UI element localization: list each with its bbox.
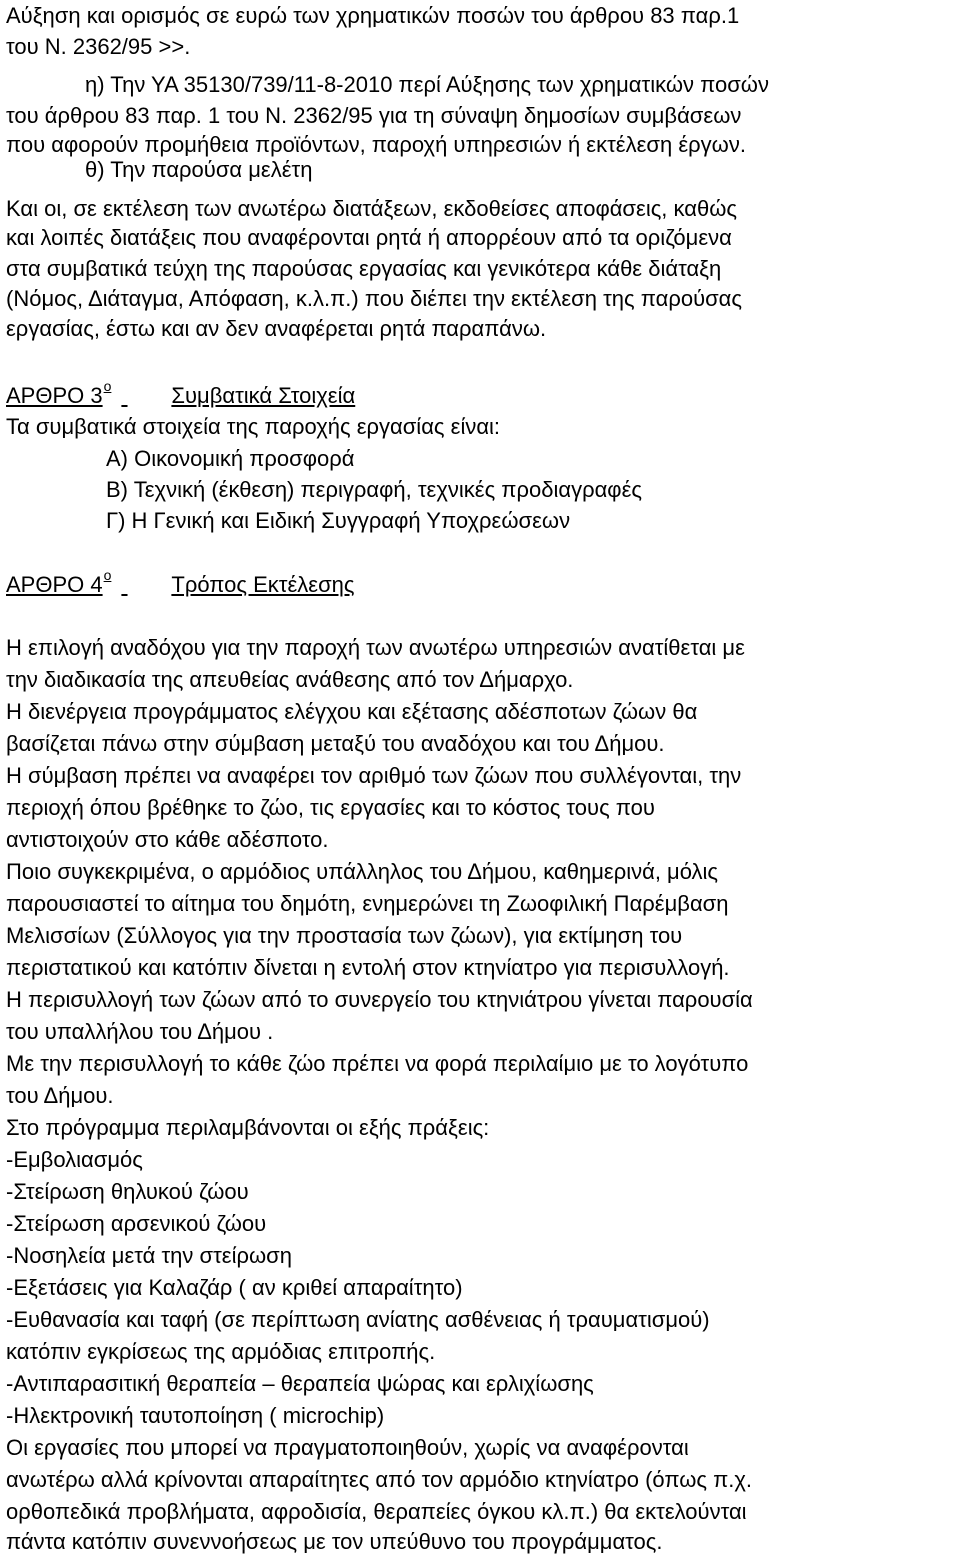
list-item: -Ευθανασία και ταφή (σε περίπτωση ανίατης ασθένειας ή τραυματισμού) (6, 1307, 710, 1332)
article3-ordinal: ο (103, 378, 112, 394)
article4-line: παρουσιαστεί το αίτημα του δημότη, ενημερώνει τη Ζωοφιλική Παρέμβαση (6, 891, 729, 916)
article3-heading (6, 380, 355, 415)
intro-line: στα συμβατικά τεύχη της παρούσας εργασίας και γενικότερα κάθε διάταξη (6, 256, 722, 281)
article4-line: βασίζεται πάνω στην σύμβαση μεταξύ του αναδόχου και του Δήμου. (6, 731, 665, 756)
article4-line: Οι εργασίες που μπορεί να πραγματοποιηθούν, χωρίς να αναφέρονται (6, 1435, 689, 1460)
list-item: -Εξετάσεις για Καλαζάρ ( αν κριθεί απαραίτητο) (6, 1275, 463, 1300)
article4-label: ΑΡΘΡΟ 4 (6, 572, 103, 597)
article4-line: του υπαλλήλου του Δήμου . (6, 1019, 274, 1044)
intro-line: Και οι, σε εκτέλεση των ανωτέρω διατάξεων, εκδοθείσες αποφάσεις, καθώς (6, 196, 737, 221)
article4-line: την διαδικασία της απευθείας ανάθεσης από τον Δήμαρχο. (6, 667, 574, 692)
list-item: -Αντιπαρασιτική θεραπεία – θεραπεία ψώρας και ερλιχίωσης (6, 1371, 594, 1396)
article3-title: Συμβατικά Στοιχεία (171, 383, 356, 408)
article3-label: ΑΡΘΡΟ 3 (6, 383, 103, 408)
article4-line: του Δήμου. (6, 1083, 114, 1108)
article3-item: Γ) Η Γενική και Ειδική Συγγραφή Υποχρεώσεων (106, 508, 571, 533)
article4-line: πάντα κατόπιν συνεννοήσεως με τον υπεύθυνο του προγράμματος. (6, 1529, 663, 1554)
article4-line: Στο πρόγραμμα περιλαμβάνονται οι εξής πράξεις: (6, 1115, 490, 1140)
intro-line: θ) Την παρούσα μελέτη (85, 157, 313, 182)
list-item-continuation: κατόπιν εγκρίσεως της αρμόδιας επιτροπής. (6, 1339, 436, 1364)
article4-line: Ποιο συγκεκριμένα, ο αρμόδιος υπάλληλος του Δήμου, καθημερινά, μόλις (6, 859, 719, 884)
article4-line: Η περισυλλογή των ζώων από το συνεργείο του κτηνιάτρου γίνεται παρουσία (6, 987, 753, 1012)
intro-line: που αφορούν προμήθεια προϊόντων, παροχή υπηρεσιών ή εκτέλεση έργων. (6, 132, 746, 157)
list-item: -Στείρωση αρσενικού ζώου (6, 1211, 267, 1236)
article4-line: ανωτέρω αλλά κρίνονται απαραίτητες από τον αρμόδιο κτηνίατρο (όπως π.χ. (6, 1467, 753, 1492)
article3-item: Α) Οικονομική προσφορά (106, 446, 355, 471)
article3-item: Β) Τεχνική (έκθεση) περιγραφή, τεχνικές προδιαγραφές (106, 477, 642, 502)
article4-title: Τρόπος Εκτέλεσης (171, 572, 355, 597)
intro-line: η) Την ΥΑ 35130/739/11-8-2010 περί Αύξησης των χρηματικών ποσών (85, 72, 769, 97)
list-item: -Ηλεκτρονική ταυτοποίηση ( microchip) (6, 1403, 385, 1428)
article4-line: ορθοπεδικά προβλήματα, αφροδισία, θεραπείες όγκου κλ.π.) θα εκτελούνται (6, 1499, 747, 1524)
article4-ordinal: ο (103, 567, 112, 583)
list-item: -Εμβολιασμός (6, 1147, 143, 1172)
list-item: -Στείρωση θηλυκού ζώου (6, 1179, 249, 1204)
article4-line: Η διενέργεια προγράμματος ελέγχου και εξέτασης αδέσποτων ζώων θα (6, 699, 698, 724)
article4-line: Η επιλογή αναδόχου για την παροχή των ανωτέρω υπηρεσιών ανατίθεται με (6, 635, 745, 660)
article4-heading (6, 569, 354, 604)
intro-line: του άρθρου 83 παρ. 1 του Ν. 2362/95 για τη σύναψη δημοσίων συμβάσεων (6, 103, 742, 128)
intro-line: εργασίας, έστω και αν δεν αναφέρεται ρητά παραπάνω. (6, 316, 547, 341)
article4-line: αντιστοιχούν στο κάθε αδέσποτο. (6, 827, 329, 852)
intro-line: Αύξηση και ορισμός σε ευρώ των χρηματικών ποσών του άρθρου 83 παρ.1 (6, 3, 740, 28)
article4-line: περιοχή όπου βρέθηκε το ζώο, τις εργασίες και το κόστος τους που (6, 795, 655, 820)
intro-line: και λοιπές διατάξεις που αναφέρονται ρητά ή απορρέουν από τα οριζόμενα (6, 225, 732, 250)
intro-line: (Νόμος, Διάταγμα, Απόφαση, κ.λ.π.) που διέπει την εκτέλεση της παρούσας (6, 286, 743, 311)
article4-line: περιστατικού και κατόπιν δίνεται η εντολή στον κτηνίατρο για περισυλλογή. (6, 955, 730, 980)
article4-line: Η σύμβαση πρέπει να αναφέρει τον αριθμό των ζώων που συλλέγονται, την (6, 763, 742, 788)
article4-line: Με την περισυλλογή το κάθε ζώο πρέπει να φορά περιλαίμιο με το λογότυπο (6, 1051, 749, 1076)
list-item: -Νοσηλεία μετά την στείρωση (6, 1243, 292, 1268)
intro-line: του Ν. 2362/95 >>. (6, 34, 191, 59)
article3-lead: Τα συμβατικά στοιχεία της παροχής εργασίας είναι: (6, 414, 501, 439)
article4-line: Μελισσίων (Σύλλογος για την προστασία των ζώων), για εκτίμηση του (6, 923, 683, 948)
